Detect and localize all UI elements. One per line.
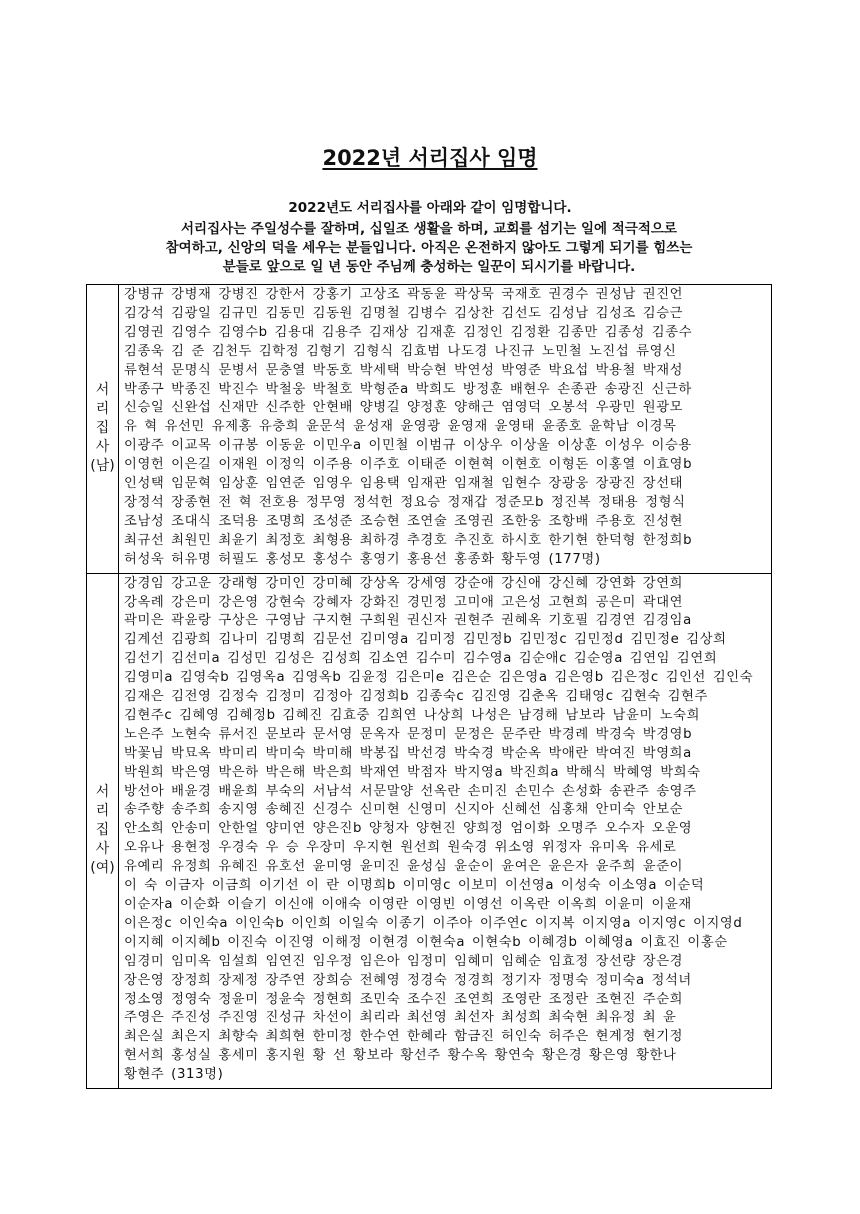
name-line: 임경미 임미옥 임설희 임연진 임우정 임은아 임정미 임혜미 임혜순 임효정 장선량 장은경 xyxy=(124,953,684,969)
deacon-roster-table xyxy=(86,284,772,1089)
name-line: 김강석 김광일 김규민 김동민 김동원 김명철 김병수 김상찬 김선도 김성남 김성조 김승근 xyxy=(124,305,684,321)
name-line: 신승일 신완섭 신재만 신주한 안현배 양병길 양정훈 양해근 염영덕 오봉석 우광민 원광모 xyxy=(124,400,684,416)
male-deacons-row xyxy=(87,285,772,574)
name-line: 방선아 배윤경 배윤희 부숙의 서남석 서문말양 선옥란 손미진 손민수 손성화 송관주 송영주 xyxy=(124,783,697,799)
intro-line: 분들로 앞으로 일 년 동안 주님께 충성하는 일꾼이 되시기를 바랍니다. xyxy=(222,259,636,275)
name-line: 최은실 최은지 최향숙 최희현 한미정 한수연 한혜라 함금진 허인숙 허주은 현계정 현기정 xyxy=(124,1029,684,1045)
label-char: 집 xyxy=(95,420,110,437)
name-line: 이순자a 이순화 이슬기 이신애 이애숙 이영란 이영빈 이영선 이옥란 이옥희 이윤미 이윤재 xyxy=(124,897,692,912)
female-names-list xyxy=(119,573,772,1088)
label-char: 리 xyxy=(95,803,110,820)
name-line: 장정석 장종현 전 혁 전호용 정무영 정석헌 정요승 정재갑 정준모b 정진복 정태용 정형식 xyxy=(124,494,686,510)
name-line: 김영권 김영수 김영수b 김용대 김용주 김재상 김재훈 김정인 김정환 김종만 김종성 김종수 xyxy=(124,324,693,340)
name-line: 김영미a 김영숙b 김영옥a 김영옥b 김윤정 김은미e 김은순 김은영a 김은영b 김은정c 김인선 김인숙 xyxy=(124,670,754,686)
label-char: 집 xyxy=(95,822,110,839)
name-line: 김종욱 김 준 김천두 김학정 김형기 김형식 김효범 나도경 나진규 노민철 노진섭 류영신 xyxy=(124,343,677,359)
name-line: 이영헌 이은길 이재원 이정익 이주용 이주호 이태준 이현혁 이현호 이형돈 이홍열 이효영b xyxy=(124,457,693,473)
intro-line: 참여하고, 신앙의 덕을 세우는 분들입니다. 아직은 온전하지 않아도 그렇게 되기를 힘쓰는 xyxy=(165,240,693,256)
name-line: 강경임 강고운 강래형 강미인 강미혜 강상옥 강세영 강순애 강신애 강신혜 강연화 강연희 xyxy=(124,575,684,591)
intro-line: 서리집사는 주일성수를 잘하며, 십일조 생활을 하며, 교회를 섬기는 일에 적극적으로 xyxy=(181,221,677,237)
name-line: 강옥례 강은미 강은영 강현숙 강혜자 강화진 경민정 고미애 고은성 고현희 공은미 곽대연 xyxy=(124,594,684,610)
page-title: 2022년 서리집사 임명 xyxy=(322,146,538,170)
name-line: 주영은 주진성 주진영 진성규 차선이 최리라 최선영 최선자 최성희 최숙현 최유정 최 윤 xyxy=(124,1010,677,1026)
label-char: (여) xyxy=(90,860,115,877)
label-char: 서 xyxy=(95,784,110,801)
name-line: 최규선 최원민 최윤기 최정호 최형용 최하경 추경호 추진호 하시호 한기현 한덕형 한정희b xyxy=(124,532,693,548)
name-line: 유 혁 유선민 유제홍 유충희 윤문석 윤성재 윤영광 윤영재 윤영태 윤종호 윤학남 이경목 xyxy=(124,419,677,435)
name-line: 박원희 박은영 박은하 박은해 박은희 박재연 박점자 박지영a 박진희a 박해식 박혜영 박희숙 xyxy=(124,764,701,780)
name-line: 김계선 김광희 김나미 김명희 김문선 김미영a 김미정 김민정b 김민정c 김민정d 김민정e 김상희 xyxy=(124,632,727,648)
male-section-label xyxy=(87,285,119,574)
female-section-label xyxy=(87,573,119,1088)
name-line: 조남성 조대식 조덕용 조명희 조성준 조승현 조연술 조영권 조한웅 조항배 주용호 진성현 xyxy=(124,513,684,529)
label-char: (남) xyxy=(90,458,115,475)
intro-paragraph xyxy=(86,220,772,277)
name-line: 이은정c 이인숙a 이인숙b 이인희 이일숙 이종기 이주아 이주연c 이지복 이지영a 이지영c 이지영d xyxy=(124,915,743,931)
name-line: 유예리 유정희 유혜진 유호선 윤미영 윤미진 윤성심 윤순이 윤여은 윤은자 윤주희 윤준이 xyxy=(124,859,684,875)
name-line: 황현주 (313명) xyxy=(124,1067,224,1083)
name-line: 이 숙 이금자 이금희 이기선 이 란 이명희b 이미영c 이보미 이선영a 이성숙 이소영a 이순덕 xyxy=(124,878,705,894)
name-line: 박종구 박종진 박진수 박철웅 박철호 박형준a 박희도 방정훈 배현우 손종관 송광진 신근하 xyxy=(124,381,692,397)
label-char: 서 xyxy=(95,382,110,399)
name-line: 이광주 이교목 이규봉 이동윤 이민우a 이민철 이범규 이상우 이상울 이상훈 이성우 이승용 xyxy=(124,438,692,454)
female-deacons-row xyxy=(87,573,772,1088)
name-line: 강병규 강병재 강병진 강한서 강홍기 고상조 곽동윤 곽상묵 국재호 권경수 권성남 권진언 xyxy=(124,287,684,302)
label-char: 리 xyxy=(95,401,110,418)
name-line: 곽미은 곽윤랑 구상은 구영남 구지현 구희원 권신자 권현주 권혜옥 기호필 김경연 김경임a xyxy=(124,613,692,629)
name-line: 오유나 용현정 우경숙 우 승 우장미 우지현 원선희 원숙경 위소영 위정자 유미옥 유세로 xyxy=(124,840,677,856)
name-line: 송주향 송주희 송지영 송혜진 신경수 신미현 신영미 신지아 신혜선 심홍채 안미숙 안보순 xyxy=(124,802,684,818)
label-char: 사 xyxy=(95,439,110,456)
label-char: 사 xyxy=(95,841,110,858)
name-line: 류현석 문명식 문병서 문충열 박동호 박세택 박승현 박연성 박영준 박요섭 박용철 박재성 xyxy=(124,362,684,378)
name-line: 허성욱 허유명 허필도 홍성모 홍성수 홍영기 홍용선 홍종화 황두영 (177명) xyxy=(124,551,601,567)
name-line: 정소영 정영숙 정윤미 정윤숙 정현희 조민숙 조수진 조연희 조영란 조정란 조현진 주순희 xyxy=(124,991,684,1007)
name-line: 현서희 홍성실 홍세미 홍지원 황 선 황보라 황선주 황수옥 황연숙 황은경 황은영 황한나 xyxy=(124,1048,677,1064)
name-line: 김재은 김전영 김정숙 김정미 김정아 김정희b 김종숙c 김진영 김춘옥 김태영c 김현숙 김현주 xyxy=(124,689,708,705)
name-line: 안소희 안송미 안한얼 양미연 양은진b 양청자 양현진 양희정 엄이화 오명주 오수자 오운영 xyxy=(124,821,693,837)
announcement-subtitle: 2022년도 서리집사를 아래와 같이 임명합니다. xyxy=(288,200,572,216)
name-line: 김현주c 김혜영 김혜정b 김혜진 김효중 김희연 나상희 나성은 남경해 남보라 남윤미 노숙희 xyxy=(124,707,701,723)
name-line: 박꽃님 박묘옥 박미리 박미숙 박미해 박봉집 박선경 박숙경 박순옥 박애란 박여진 박영희a xyxy=(124,745,692,761)
name-line: 인성택 임문혁 임상훈 임연준 임영우 임용택 임재관 임재철 임현수 장광웅 장광진 장선태 xyxy=(124,476,684,492)
name-line: 장은영 장정희 장제정 장주연 장희승 전혜영 정경숙 정경희 정기자 정명숙 정미숙a 정석녀 xyxy=(124,972,692,988)
name-line: 노은주 노현숙 류서진 문보라 문서영 문옥자 문정미 문정은 문주란 박경례 박경숙 박경영b xyxy=(124,726,693,742)
male-names-list xyxy=(119,285,772,574)
name-line: 이지혜 이지혜b 이진숙 이진영 이해정 이현경 이현숙a 이현숙b 이혜경b 이혜영a 이효진 이홍순 xyxy=(124,934,728,950)
name-line: 김선기 김선미a 김성민 김성은 김성희 김소연 김수미 김수영a 김순애c 김순영a 김연임 김연희 xyxy=(124,651,718,667)
